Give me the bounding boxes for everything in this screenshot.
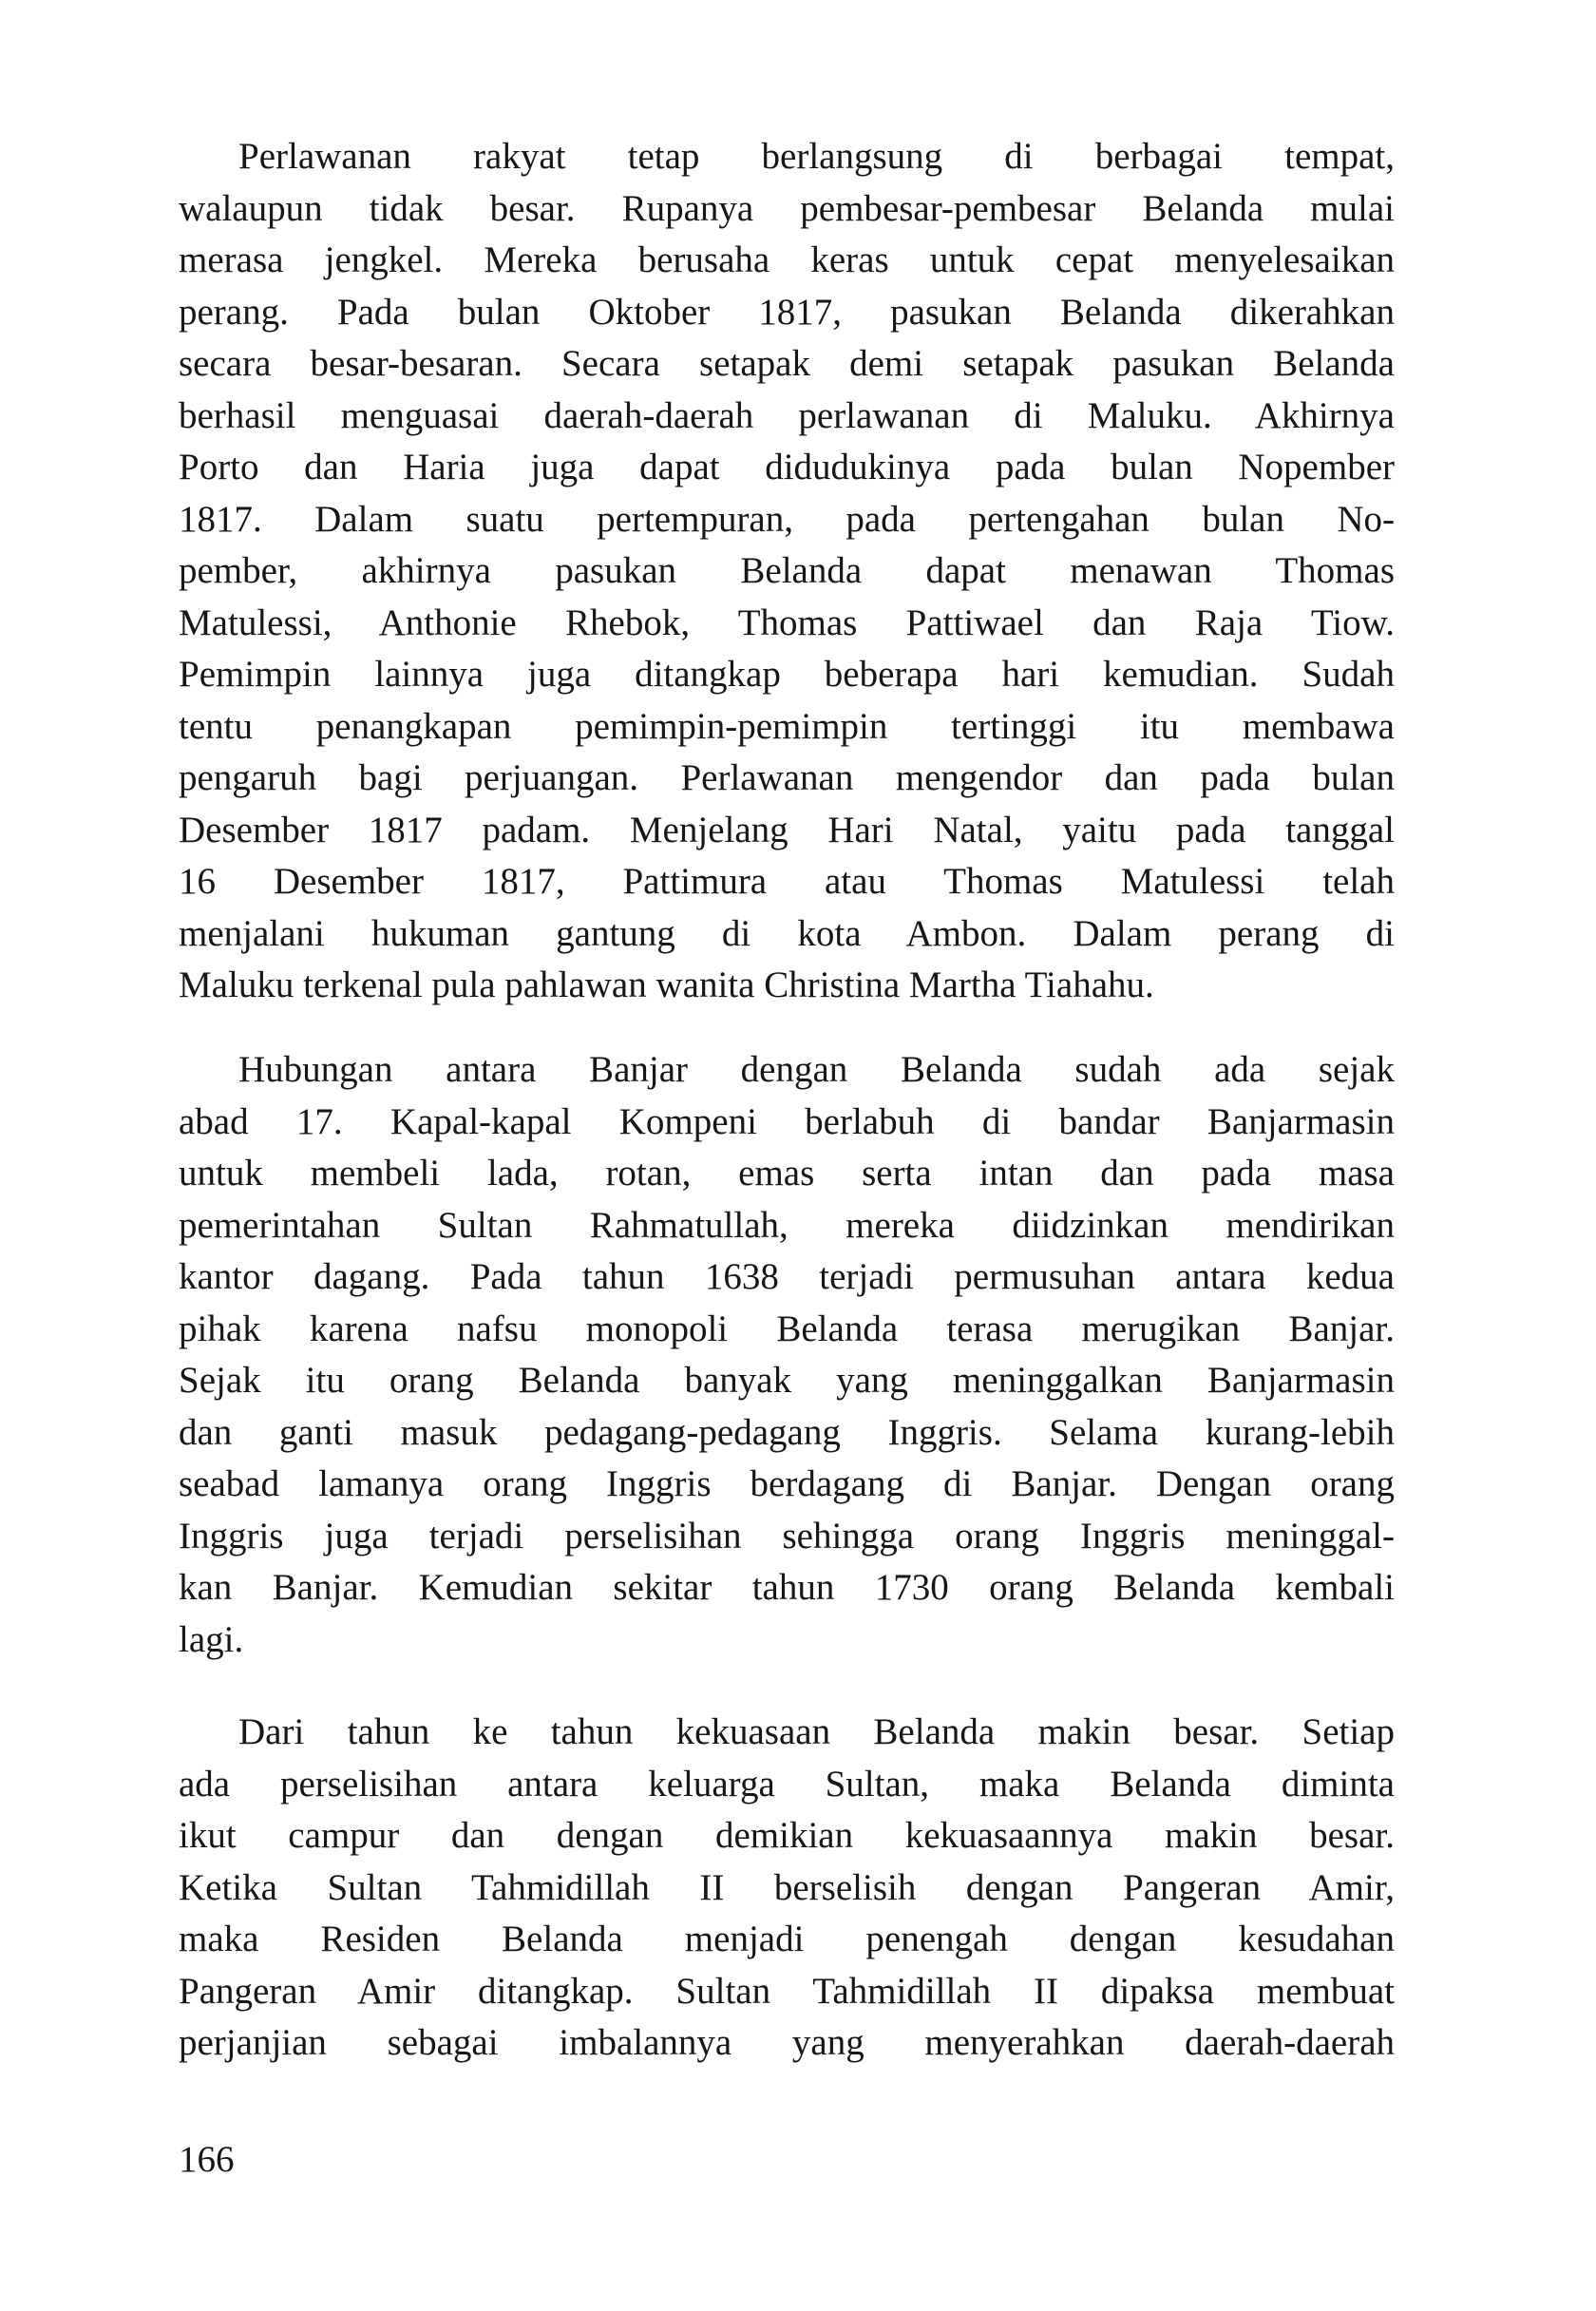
text-line: untuk membeli lada, rotan, emas serta intan dan pada masa (179, 1153, 1395, 1194)
text-line: perjanjian sebagai imbalannya yang menyerahkan daerah-daerah (179, 2022, 1395, 2063)
text-line: abad 17. Kapal-kapal Kompeni berlabuh di bandar Banjarmasin (179, 1100, 1395, 1142)
text-line: Hubungan antara Banjar dengan Belanda sudah ada sejak (238, 1049, 1395, 1090)
text-line: maka Residen Belanda menjadi penengah dengan kesudahan (179, 1919, 1395, 1959)
paragraph (179, 1044, 1395, 1666)
text-line: Pemimpin lainnya juga ditangkap beberapa hari kemudian. Sudah (179, 654, 1395, 695)
text-line: kantor dagang. Pada tahun 1638 terjadi permusuhan antara kedua (179, 1256, 1395, 1297)
text-line: Perlawanan rakyat tetap berlangsung di berbagai tempat, (238, 136, 1395, 177)
text-line: pemerintahan Sultan Rahmatullah, mereka diidzinkan mendirikan (179, 1204, 1395, 1246)
text-line: berhasil menguasai daerah-daerah perlawanan di Maluku. Akhirnya (179, 394, 1395, 436)
text-line: merasa jengkel. Mereka berusaha keras untuk cepat menyelesaikan (179, 239, 1395, 280)
text-line: Maluku terkenal pula pahlawan wanita Christina Martha Tiahahu. (179, 965, 1154, 1005)
text-line: dan ganti masuk pedagang-pedagang Inggris. Selama kurang-lebih (179, 1411, 1395, 1453)
text-line: walaupun tidak besar. Rupanya pembesar-pembesar Belanda mulai (179, 187, 1395, 229)
text-line: Dari tahun ke tahun kekuasaan Belanda makin besar. Setiap (238, 1711, 1395, 1752)
text-line: Ketika Sultan Tahmidillah II berselisih dengan Pangeran Amir, (179, 1866, 1395, 1908)
text-line: tentu penangkapan pemimpin-pemimpin tertinggi itu membawa (179, 705, 1395, 747)
text-line: lagi. (179, 1618, 244, 1660)
page-number: 166 (179, 2139, 235, 2180)
text-line: secara besar-besaran. Secara setapak demi setapak pasukan Belanda (179, 343, 1395, 384)
text-line: kan Banjar. Kemudian sekitar tahun 1730 orang Belanda kembali (179, 1567, 1395, 1608)
text-line: Matulessi, Anthonie Rhebok, Thomas Pattiwael dan Raja Tiow. (179, 602, 1395, 643)
text-line: ada perselisihan antara keluarga Sultan, maka Belanda diminta (179, 1763, 1395, 1805)
text-line: Inggris juga terjadi perselisihan sehingga orang Inggris meninggal- (179, 1515, 1395, 1557)
text-line: Sejak itu orang Belanda banyak yang meninggalkan Banjarmasin (179, 1360, 1395, 1401)
text-line: pihak karena nafsu monopoli Belanda terasa merugikan Banjar. (179, 1308, 1395, 1349)
text-line: seabad lamanya orang Inggris berdagang di Banjar. Dengan orang (179, 1463, 1395, 1504)
text-line: 16 Desember 1817, Pattimura atau Thomas Matulessi telah (179, 861, 1395, 902)
text-line: Desember 1817 padam. Menjelang Hari Natal, yaitu pada tanggal (179, 809, 1395, 850)
text-line: ikut campur dan dengan demikian kekuasaannya makin besar. (179, 1815, 1395, 1856)
paragraph (179, 131, 1395, 1012)
text-line: 1817. Dalam suatu pertempuran, pada pertengahan bulan No- (179, 498, 1395, 540)
text-line: Pangeran Amir ditangkap. Sultan Tahmidillah II dipaksa membuat (179, 1970, 1395, 2012)
text-line: pember, akhirnya pasukan Belanda dapat menawan Thomas (179, 550, 1395, 591)
text-line: Porto dan Haria juga dapat didudukinya pada bulan Nopember (179, 447, 1395, 487)
text-line: perang. Pada bulan Oktober 1817, pasukan Belanda dikerahkan (179, 291, 1395, 333)
paragraph (179, 1707, 1395, 2070)
text-line: menjalani hukuman gantung di kota Ambon. Dalam perang di (179, 912, 1395, 954)
text-line: pengaruh bagi perjuangan. Perlawanan mengendor dan pada bulan (179, 757, 1395, 798)
